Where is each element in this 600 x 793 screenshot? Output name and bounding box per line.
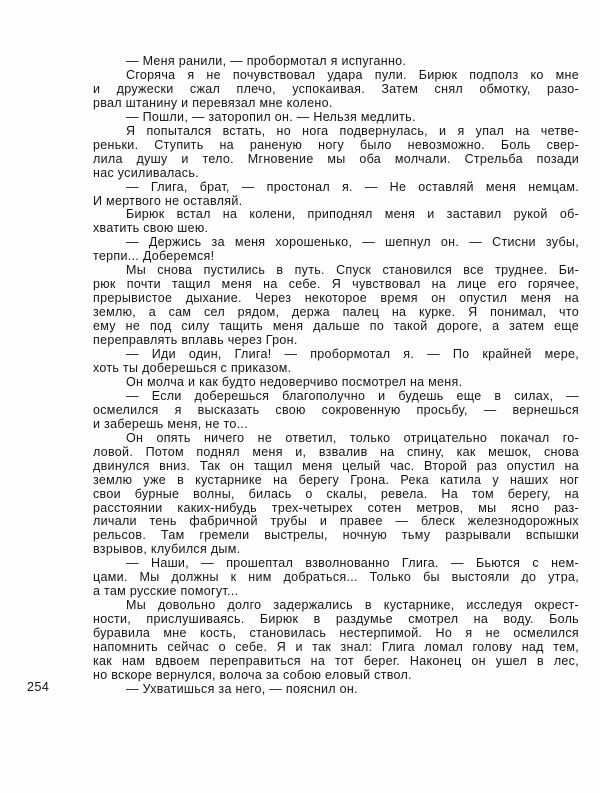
text-line: а там русские помогут... <box>93 584 239 599</box>
text-line: терпи... Доберемся! <box>93 249 215 264</box>
text-line: рвал штанину и перевязал мне колено. <box>93 95 333 110</box>
text-line: расстоянии каких-нибудь трех-четырех сотен метров, мы ясно раз- <box>93 500 579 515</box>
text-line: хватить свою шею. <box>93 221 209 236</box>
text-line: прерывистое дыхание. Через некоторое время он опустил меня на <box>93 291 579 306</box>
text-line: двинулся вниз. Так он тащил меня целый час. Второй раз опустил на <box>93 458 579 473</box>
text-line: землю, а сам сел рядом, держа палец на курке. Я понимал, что <box>93 305 579 320</box>
text-line: — Иди один, Глига! — пробормотал я. — По крайней мере, <box>126 347 579 362</box>
text-line: как нам вдвоем переправиться на тот берег. Наконец он ушел в лес, <box>93 653 579 668</box>
text-line: Мы довольно долго задержались в кустарнике, исследуя окрест- <box>126 598 579 613</box>
text-line: реньки. Ступить на раненую ногу было невозможно. Боль свер- <box>93 137 579 152</box>
text-line: — Пошли, — заторопил он. — Нельзя медлить. <box>126 109 416 124</box>
text-line: но вскоре вернулся, волоча за собою еловый ствол. <box>93 667 412 682</box>
text-line: — Глига, брат, — простонал я. — Не оставляй меня немцам. <box>126 179 579 194</box>
text-line: ности, прислушиваясь. Бирюк в раздумье смотрел на воду. Боль <box>93 612 579 627</box>
text-line: — Наши, — прошептал взволнованно Глига. — Бьются с нем- <box>126 556 579 571</box>
text-line: переправлять вплавь через Грон. <box>93 333 298 348</box>
text-line: — Ухватишься за него, — пояснил он. <box>126 681 358 696</box>
text-line: личали тень фабричной трубы и правее — блеск железнодорожных <box>93 514 579 529</box>
text-line: рюк почти тащил меня на себе. Я чувствовал на лице его горячее, <box>93 277 579 292</box>
page-number: 254 <box>27 680 50 694</box>
text-line: ловой. Потом поднял меня и, взвалив на спину, как мешок, снова <box>93 444 579 459</box>
text-line: лила душу и тело. Мгновение мы оба молчали. Стрельба позади <box>93 151 579 166</box>
text-line: И мертвого не оставляй. <box>93 193 243 208</box>
text-line: Он молча и как будто недоверчиво посмотрел на меня. <box>126 374 463 389</box>
text-line: взрывов, клубился дым. <box>93 542 241 557</box>
text-line: рельсов. Там гремели выстрелы, ночную тьму разрывали вспышки <box>93 528 579 543</box>
text-line: буравила мне кость, становилась нестерпимой. Но я не осмелился <box>93 626 579 641</box>
text-line: напомнить сейчас о себе. Я и так знал: Глига ломал голову над тем, <box>93 640 579 655</box>
text-line: землю уже в кустарнике на берегу Грона. Река катила у наших ног <box>93 472 579 487</box>
text-line: и дружески сжал плечо, успокаивая. Затем снял обмотку, разо- <box>93 81 579 96</box>
text-line: осмелился я высказать свою сокровенную просьбу, — вернешься <box>93 402 579 417</box>
text-line: Бирюк встал на колени, приподнял меня и заставил рукой об- <box>126 207 579 222</box>
text-line: цами. Мы должны к ним добраться... Только бы выстояли до утра, <box>93 570 579 585</box>
text-line: Мы снова пустились в путь. Спуск становился все труднее. Би- <box>126 263 579 278</box>
text-line: Он опять ничего не ответил, только отрицательно покачал го- <box>126 430 579 445</box>
text-line: — Держись за меня хорошенько, — шепнул он. — Стисни зубы, <box>126 235 579 250</box>
text-line: — Меня ранили, — пробормотал я испуганно. <box>126 54 407 68</box>
text-line: Сгоряча я не почувствовал удара пули. Бирюк подполз ко мне <box>126 67 579 82</box>
text-block <box>93 55 579 697</box>
text-line: свои бурные волны, билась о скалы, ревела. На том берегу, на <box>93 486 579 501</box>
text-line: нас усиливалась. <box>93 165 199 180</box>
text-line: хоть ты доберешься с приказом. <box>93 360 292 375</box>
text-line: и заберешь меня, не то... <box>93 416 248 431</box>
text-line: Я попытался встать, но нога подвернулась, и я упал на четве- <box>126 123 579 138</box>
text-line: — Если доберешься благополучно и будешь еще в силах, — <box>126 388 579 403</box>
text-line: ему не под силу тащить меня дальше по такой дороге, а затем еще <box>93 319 579 334</box>
